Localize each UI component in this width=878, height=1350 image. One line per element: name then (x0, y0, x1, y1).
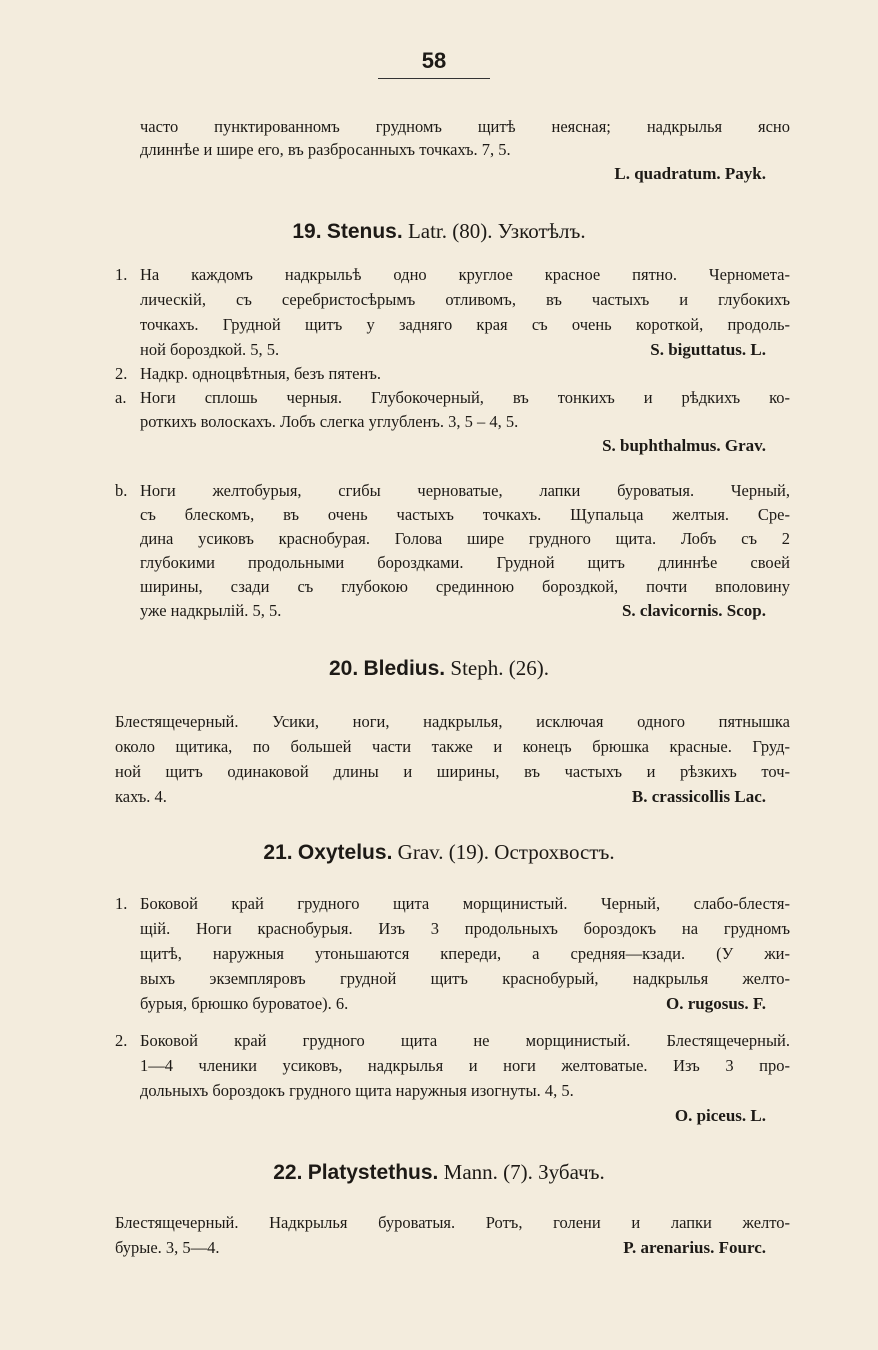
genus-russian: Узкотѣлъ. (497, 219, 586, 243)
entry-line: щитѣ, наружныя утоньшаются кпереди, а средняя—кзади. (У жи- (140, 944, 790, 963)
entry-line: щій. Ноги краснобурыя. Изъ 3 продольныхъ бороздокъ на грудномъ (140, 919, 790, 938)
species-name: S. buphthalmus. Grav. (602, 436, 766, 455)
page-number: 58 (421, 48, 447, 73)
entry-line: На каждомъ надкрыльѣ одно круглое красное пятно. Черномета- (140, 265, 790, 284)
genus-author: Grav. (397, 840, 444, 864)
entry-line: съ блескомъ, въ очень частыхъ точкахъ. Щупальца желтыя. Сре- (140, 505, 790, 524)
entry-line: кахъ. 4. (115, 787, 167, 806)
entry-line: уже надкрылій. 5, 5. (140, 601, 282, 620)
genus-heading (0, 840, 878, 865)
genus-count: (19). (448, 840, 490, 864)
genus-count: (7). (503, 1160, 533, 1184)
page-number-rule (378, 78, 490, 79)
species-name: L. quadratum. Payk. (614, 164, 766, 183)
genus-name: Platystethus. (307, 1161, 439, 1184)
genus-name: Bledius. (363, 657, 446, 680)
genus-author: Latr. (407, 219, 448, 243)
genus-heading (0, 219, 878, 244)
entry-line: дина усиковъ краснобурая. Голова шире грудного щита. Лобъ съ 2 (140, 529, 790, 548)
genus-number: 22. (273, 1161, 303, 1184)
species-name: B. crassicollis Lac. (631, 787, 766, 806)
entry-line: Надкр. одноцвѣтныя, безъ пятенъ. (140, 364, 381, 383)
entry-line: Боковой край грудного щита морщинистый. Черный, слабо-блестя- (140, 894, 790, 913)
entry-line: роткихъ волоскахъ. Лобъ слегка углубленъ. 3, 5 – 4, 5. (140, 412, 519, 431)
genus-heading (0, 656, 878, 681)
entry-line: лическій, съ серебристосѣрымъ отливомъ, въ частыхъ и глубокихъ (140, 290, 790, 309)
genus-heading (0, 1160, 878, 1185)
genus-count: (80). (452, 219, 493, 243)
genus-count: (26). (508, 656, 549, 680)
entry-line: Ноги сплошь черныя. Глубокочерный, въ тонкихъ и рѣдкихъ ко- (140, 388, 790, 407)
entry-line: ной бороздкой. 5, 5. (140, 340, 280, 359)
genus-number: 19. (292, 220, 322, 243)
entry-marker: 1. (115, 894, 128, 913)
species-name: O. piceus. L. (674, 1106, 766, 1125)
species-name: O. rugosus. F. (666, 994, 766, 1013)
entry-line: глубокими продольными бороздками. Грудной щитъ длиннѣе своей (140, 553, 790, 572)
entry-line: точкахъ. Грудной щитъ у задняго края съ очень короткой, продоль- (140, 315, 790, 334)
entry-marker: 2. (115, 364, 128, 383)
entry-line: 1—4 членики усиковъ, надкрылья и ноги желтоватые. Изъ 3 про- (140, 1056, 790, 1075)
entry-marker: a. (115, 388, 127, 407)
entry-line: Боковой край грудного щита не морщинистый. Блестящечерный. (140, 1031, 790, 1050)
genus-author: Steph. (450, 656, 504, 680)
entry-marker: 1. (115, 265, 128, 284)
entry-marker: 2. (115, 1031, 128, 1050)
entry-line: Ноги желтобурыя, сгибы черноватые, лапки буроватыя. Черный, (140, 481, 790, 500)
entry-marker: b. (115, 481, 128, 500)
species-name: P. arenarius. Fourc. (623, 1238, 766, 1257)
entry-line: Блестящечерный. Надкрылья буроватыя. Ротъ, голени и лапки желто- (115, 1213, 790, 1232)
entry-line: бурые. 3, 5—4. (115, 1238, 220, 1257)
genus-name: Stenus. (326, 220, 403, 243)
genus-name: Oxytelus. (297, 841, 393, 864)
intro-line: часто пунктированномъ грудномъ щитѣ неясная; надкрылья ясно (140, 117, 790, 136)
entry-line: около щитика, по большей части также и конецъ брюшка красные. Груд- (115, 737, 790, 756)
species-name: S. biguttatus. L. (650, 340, 766, 359)
entry-line: дольныхъ бороздокъ грудного щита наружныя изогнуты. 4, 5. (140, 1081, 574, 1100)
entry-line: выхъ экземпляровъ грудной щитъ краснобурый, надкрылья желто- (140, 969, 790, 988)
entry-line: ной щитъ одинаковой длины и ширины, въ частыхъ и рѣзкихъ точ- (115, 762, 790, 781)
species-name: S. clavicornis. Scop. (621, 601, 766, 620)
genus-number: 20. (329, 657, 359, 680)
genus-author: Mann. (443, 1160, 498, 1184)
genus-russian: Зубачъ. (538, 1160, 605, 1184)
intro-line: длиннѣе и шире его, въ разбросанныхъ точкахъ. 7, 5. (140, 140, 511, 159)
genus-number: 21. (263, 841, 293, 864)
genus-russian: Острохвостъ. (494, 840, 615, 864)
entry-line: бурыя, брюшко буроватое). 6. (140, 994, 349, 1013)
entry-line: Блестящечерный. Усики, ноги, надкрылья, исключая одного пятнышка (115, 712, 790, 731)
entry-line: ширины, сзади съ глубокою срединною бороздкой, почти вполовину (140, 577, 790, 596)
